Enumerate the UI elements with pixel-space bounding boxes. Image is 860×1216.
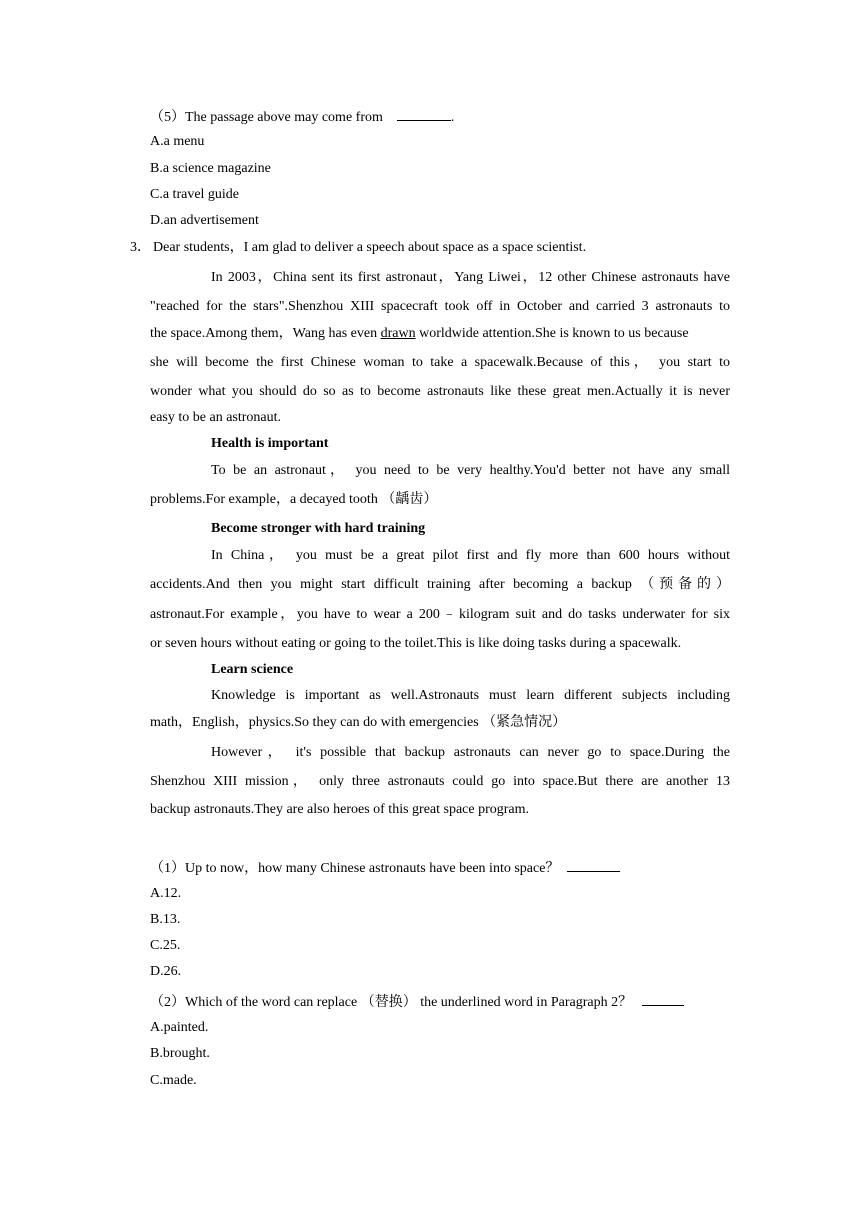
question-stem: （5）The passage above may come from . — [150, 106, 454, 127]
paragraph-line: "reached for the stars".Shenzhou XIII spacecraft took off in October and carried 3 astronauts to — [150, 299, 730, 314]
section-heading: Become stronger with hard training — [211, 521, 426, 536]
text-segment: the space.Among them，Wang has even — [150, 326, 381, 341]
answer-blank[interactable] — [642, 991, 684, 1006]
question-stem-text: （2）Which of the word can replace （替换） the underlined word in Paragraph 2？ — [150, 995, 633, 1010]
passage-intro: Dear students，I am glad to deliver a speech about space as a space scientist. — [153, 240, 587, 255]
option-b: B.13. — [150, 912, 181, 927]
answer-blank[interactable] — [567, 857, 620, 872]
paragraph-line: Knowledge is important as well.Astronauts must learn different subjects including — [211, 688, 730, 703]
option-d: D.an advertisement — [150, 213, 259, 228]
underlined-word: drawn — [380, 326, 416, 341]
paragraph-line: accidents.And then you might start difficult training after becoming a backup （预备的） — [150, 577, 730, 592]
option-d: D.26. — [150, 964, 182, 979]
option-c: C.made. — [150, 1073, 197, 1088]
option-b: B.a science magazine — [150, 161, 271, 176]
paragraph-line: or seven hours without eating or going to the toilet.This is like doing tasks during a spacewalk. — [150, 636, 682, 651]
paragraph-line: she will become the first Chinese woman to take a spacewalk.Because of this， you start to — [150, 355, 730, 370]
answer-blank[interactable] — [397, 106, 451, 121]
paragraph-line — [150, 325, 730, 343]
option-c: C.25. — [150, 938, 181, 953]
question-stem-text: （1）Up to now，how many Chinese astronauts have been into space？ — [150, 861, 560, 876]
paragraph-line: easy to be an astronaut. — [150, 410, 282, 425]
paragraph-line: wonder what you should do so as to become astronauts like these great men.Actually it is never — [150, 384, 730, 399]
option-b: B.brought. — [150, 1046, 210, 1061]
option-a: A.a menu — [150, 134, 205, 149]
paragraph-line: However， it's possible that backup astronauts can never go to space.During the — [211, 745, 730, 760]
paragraph-line: math，English，physics.So they can do with emergencies （紧急情况） — [150, 715, 567, 730]
option-a: A.12. — [150, 886, 182, 901]
paragraph-line: Shenzhou XIII mission， only three astronauts could go into space.But there are another 13 — [150, 774, 730, 789]
option-c: C.a travel guide — [150, 187, 240, 202]
option-a: A.painted. — [150, 1020, 209, 1035]
question-stem-text: （5）The passage above may come from — [150, 110, 383, 125]
paragraph-line: backup astronauts.They are also heroes of this great space program. — [150, 802, 530, 817]
paragraph-line: In 2003，China sent its first astronaut，Yang Liwei，12 other Chinese astronauts have — [211, 270, 730, 285]
paragraph-line: astronaut.For example，you have to wear a 200﹣kilogram suit and do tasks underwater for six — [150, 607, 730, 622]
question-stem — [150, 991, 684, 1012]
paragraph-line: In China， you must be a great pilot first and fly more than 600 hours without — [211, 548, 730, 563]
text-segment: worldwide attention.She is known to us because — [415, 326, 689, 341]
section-heading: Health is important — [211, 436, 329, 451]
question-number: 3． — [130, 240, 151, 255]
paragraph-line: problems.For example，a decayed tooth （龋齿） — [150, 492, 438, 507]
section-heading: Learn science — [211, 662, 294, 677]
question-stem — [150, 857, 620, 878]
paragraph-line: To be an astronaut， you need to be very healthy.You'd better not have any small — [211, 463, 730, 478]
